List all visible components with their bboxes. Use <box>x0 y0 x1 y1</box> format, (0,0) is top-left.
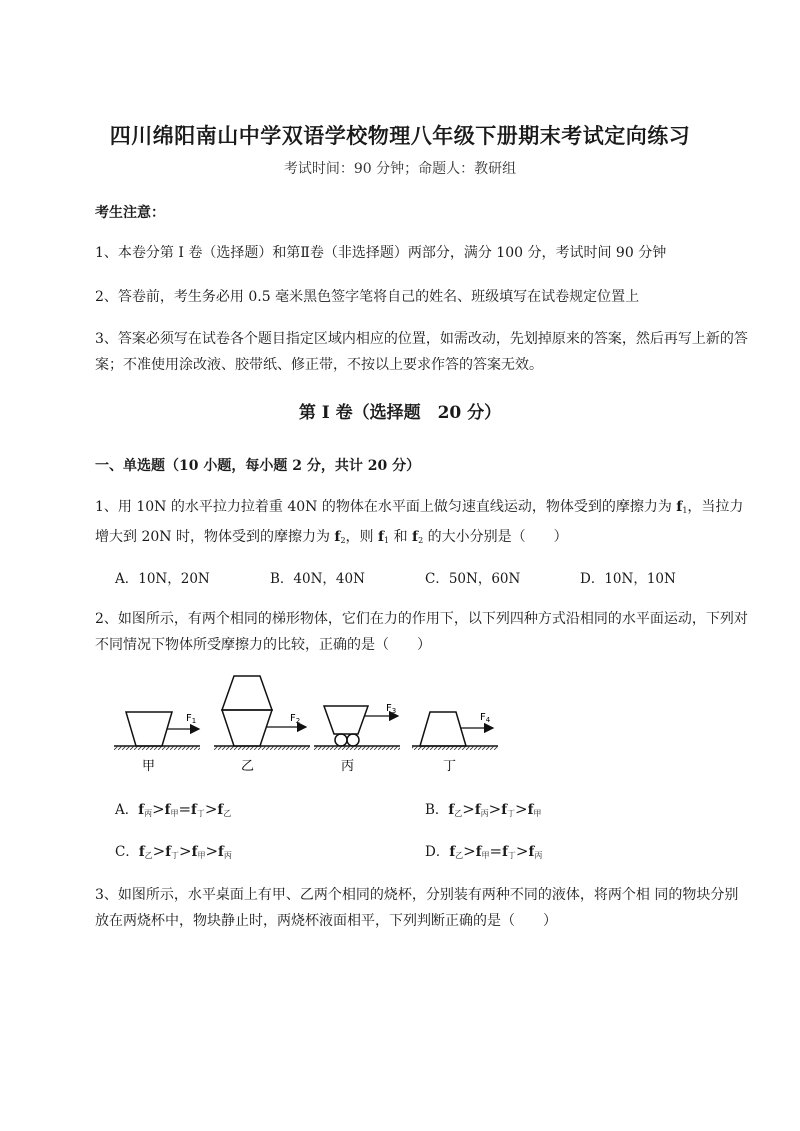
trapezoid-jia <box>126 712 172 746</box>
q1-f1-sub: 1 <box>384 536 390 545</box>
trapezoid-yi-bottom <box>222 710 272 746</box>
notice-item-1: 1、本卷分第 I 卷（选择题）和第Ⅱ卷（非选择题）两部分，满分 100 分，考试时间 90 分钟 <box>95 245 667 261</box>
f-symbol: f <box>191 844 198 860</box>
question-1 <box>95 494 750 554</box>
q1-f2-sub: 2 <box>340 536 346 545</box>
compare-op: > <box>515 800 528 818</box>
q1-option-a[interactable]: A．10N，20N <box>115 571 210 587</box>
roller-right <box>347 734 359 746</box>
case-label-ding: 丁 <box>443 759 457 774</box>
compare-op: > <box>152 800 165 818</box>
q1-option-b[interactable]: B．40N，40N <box>270 571 365 587</box>
compare-op: > <box>515 842 529 860</box>
f-symbol: f <box>165 844 172 860</box>
section-title: 第 I 卷（选择题 20 分） <box>298 403 502 423</box>
option-letter: D． <box>425 844 450 860</box>
ground-yi <box>214 746 310 750</box>
force-label-3: $F_3$ <box>386 703 397 715</box>
case-label-bing: 丙 <box>341 759 355 774</box>
option-letter: A． <box>115 802 139 818</box>
compare-op: = <box>489 842 503 860</box>
q1-f2: f <box>334 529 341 545</box>
q1-f1: f <box>378 529 385 545</box>
q1-f1-sub: 1 <box>682 506 688 515</box>
compare-op: > <box>204 800 218 818</box>
f-symbol: f <box>138 802 145 818</box>
question-3: 3、如图所示，水平桌面上有甲、乙两个相同的烧杯，分别装有两种不同的液体，将两个相 同的物块分别放在两烧杯中，物块静止时，两烧杯液面相平，下列判断正确的是（ ） <box>95 887 739 929</box>
option-letter: B． <box>425 802 449 818</box>
case-label-yi: 乙 <box>241 759 255 774</box>
q1-text: 1、用 10N 的水平拉力拉着重 40N 的物体在水平面上做匀速直线运动，物体受到的摩擦力为 <box>95 499 677 515</box>
f-symbol: f <box>501 802 508 818</box>
f-sub: 乙 <box>144 851 153 860</box>
trapezoid-yi-top <box>222 676 272 710</box>
force-label-1: $F_1$ <box>186 713 197 725</box>
q1-f1: f <box>676 499 683 515</box>
notice-item-2: 2、答卷前，考生务必用 0.5 毫米黑色签字笔将自己的姓名、班级填写在试卷规定位置上 <box>95 289 640 305</box>
compare-op: > <box>179 842 192 860</box>
roller-left <box>335 734 347 746</box>
compare-op: > <box>488 800 502 818</box>
f-sub: 乙 <box>454 809 463 818</box>
force-label-2: $F_2$ <box>290 713 301 725</box>
f-sub: 甲 <box>197 851 206 860</box>
f-symbol: f <box>502 844 508 860</box>
f-symbol: f <box>191 802 197 818</box>
q1-option-c[interactable]: C．50N，60N <box>425 571 521 587</box>
f-sub: 乙 <box>223 809 232 818</box>
f-sub: 丁 <box>507 809 516 818</box>
ground-bing <box>314 746 400 750</box>
q1-text: 和 <box>389 529 413 545</box>
compare-op: > <box>152 842 166 860</box>
q2-option-d[interactable] <box>425 840 542 861</box>
q1-f2-sub: 2 <box>418 536 424 545</box>
f-symbol: f <box>475 844 482 860</box>
f-sub: 甲 <box>170 809 179 818</box>
f-sub: 甲 <box>533 809 542 818</box>
compare-op: > <box>463 842 476 860</box>
q1-text: ，当拉力增大到 20N 时，物体受到的摩擦力为 <box>95 499 744 545</box>
f-symbol: f <box>474 802 481 818</box>
f-sub: 丙 <box>144 809 153 818</box>
f-sub: 丙 <box>534 851 543 860</box>
force-label-4: $F_4$ <box>480 712 491 724</box>
q1-option-d[interactable]: D．10N，10N <box>580 571 676 587</box>
q1-text: ，则 <box>345 529 378 545</box>
q1-text: 的大小分别是（ ） <box>423 529 568 545</box>
f-symbol: f <box>164 802 171 818</box>
friction-figure <box>110 670 510 780</box>
f-sub: 甲 <box>481 851 490 860</box>
question-2: 2、如图所示，有两个相同的梯形物体，它们在力的作用下，以下列四种方式沿相同的水平面运动，下列对不同情况下物体所受摩擦力的比较，正确的是（ ） <box>95 611 748 653</box>
trapezoid-ding <box>420 712 466 746</box>
q2-option-b[interactable] <box>425 798 541 819</box>
f-sub: 丁 <box>196 809 205 818</box>
q1-f2: f <box>412 529 419 545</box>
f-sub: 丙 <box>480 809 489 818</box>
f-symbol: f <box>449 844 456 860</box>
f-symbol: f <box>218 844 224 860</box>
f-symbol: f <box>448 802 455 818</box>
option-letter: C． <box>115 844 139 860</box>
trapezoid-bing <box>324 706 368 734</box>
f-sub: 丁 <box>507 851 516 860</box>
f-symbol: f <box>138 844 145 860</box>
compare-op: = <box>178 800 192 818</box>
f-symbol: f <box>528 844 535 860</box>
page-title: 四川绵阳南山中学双语学校物理八年级下册期末考试定向练习 <box>109 123 691 148</box>
compare-op: > <box>462 800 475 818</box>
section-heading: 一、单选题（10 小题，每小题 2 分，共计 20 分） <box>95 458 421 474</box>
q2-option-a[interactable] <box>115 798 231 819</box>
q2-option-c[interactable] <box>115 840 232 861</box>
f-sub: 丙 <box>223 851 232 860</box>
notice-item-3: 3、答案必须写在试卷各个题目指定区域内相应的位置，如需改动，先划掉原来的答案，然后再写上新的答案；不准使用涂改液、胶带纸、修正带，不按以上要求作答的答案无效。 <box>95 331 748 373</box>
exam-info: 考试时间：90 分钟；命题人：教研组 <box>283 161 517 177</box>
f-symbol: f <box>527 802 534 818</box>
notice-heading: 考生注意： <box>95 205 165 221</box>
f-symbol: f <box>217 802 224 818</box>
case-label-jia: 甲 <box>142 759 156 774</box>
compare-op: > <box>205 842 219 860</box>
f-sub: 乙 <box>455 851 464 860</box>
f-sub: 丁 <box>171 851 180 860</box>
